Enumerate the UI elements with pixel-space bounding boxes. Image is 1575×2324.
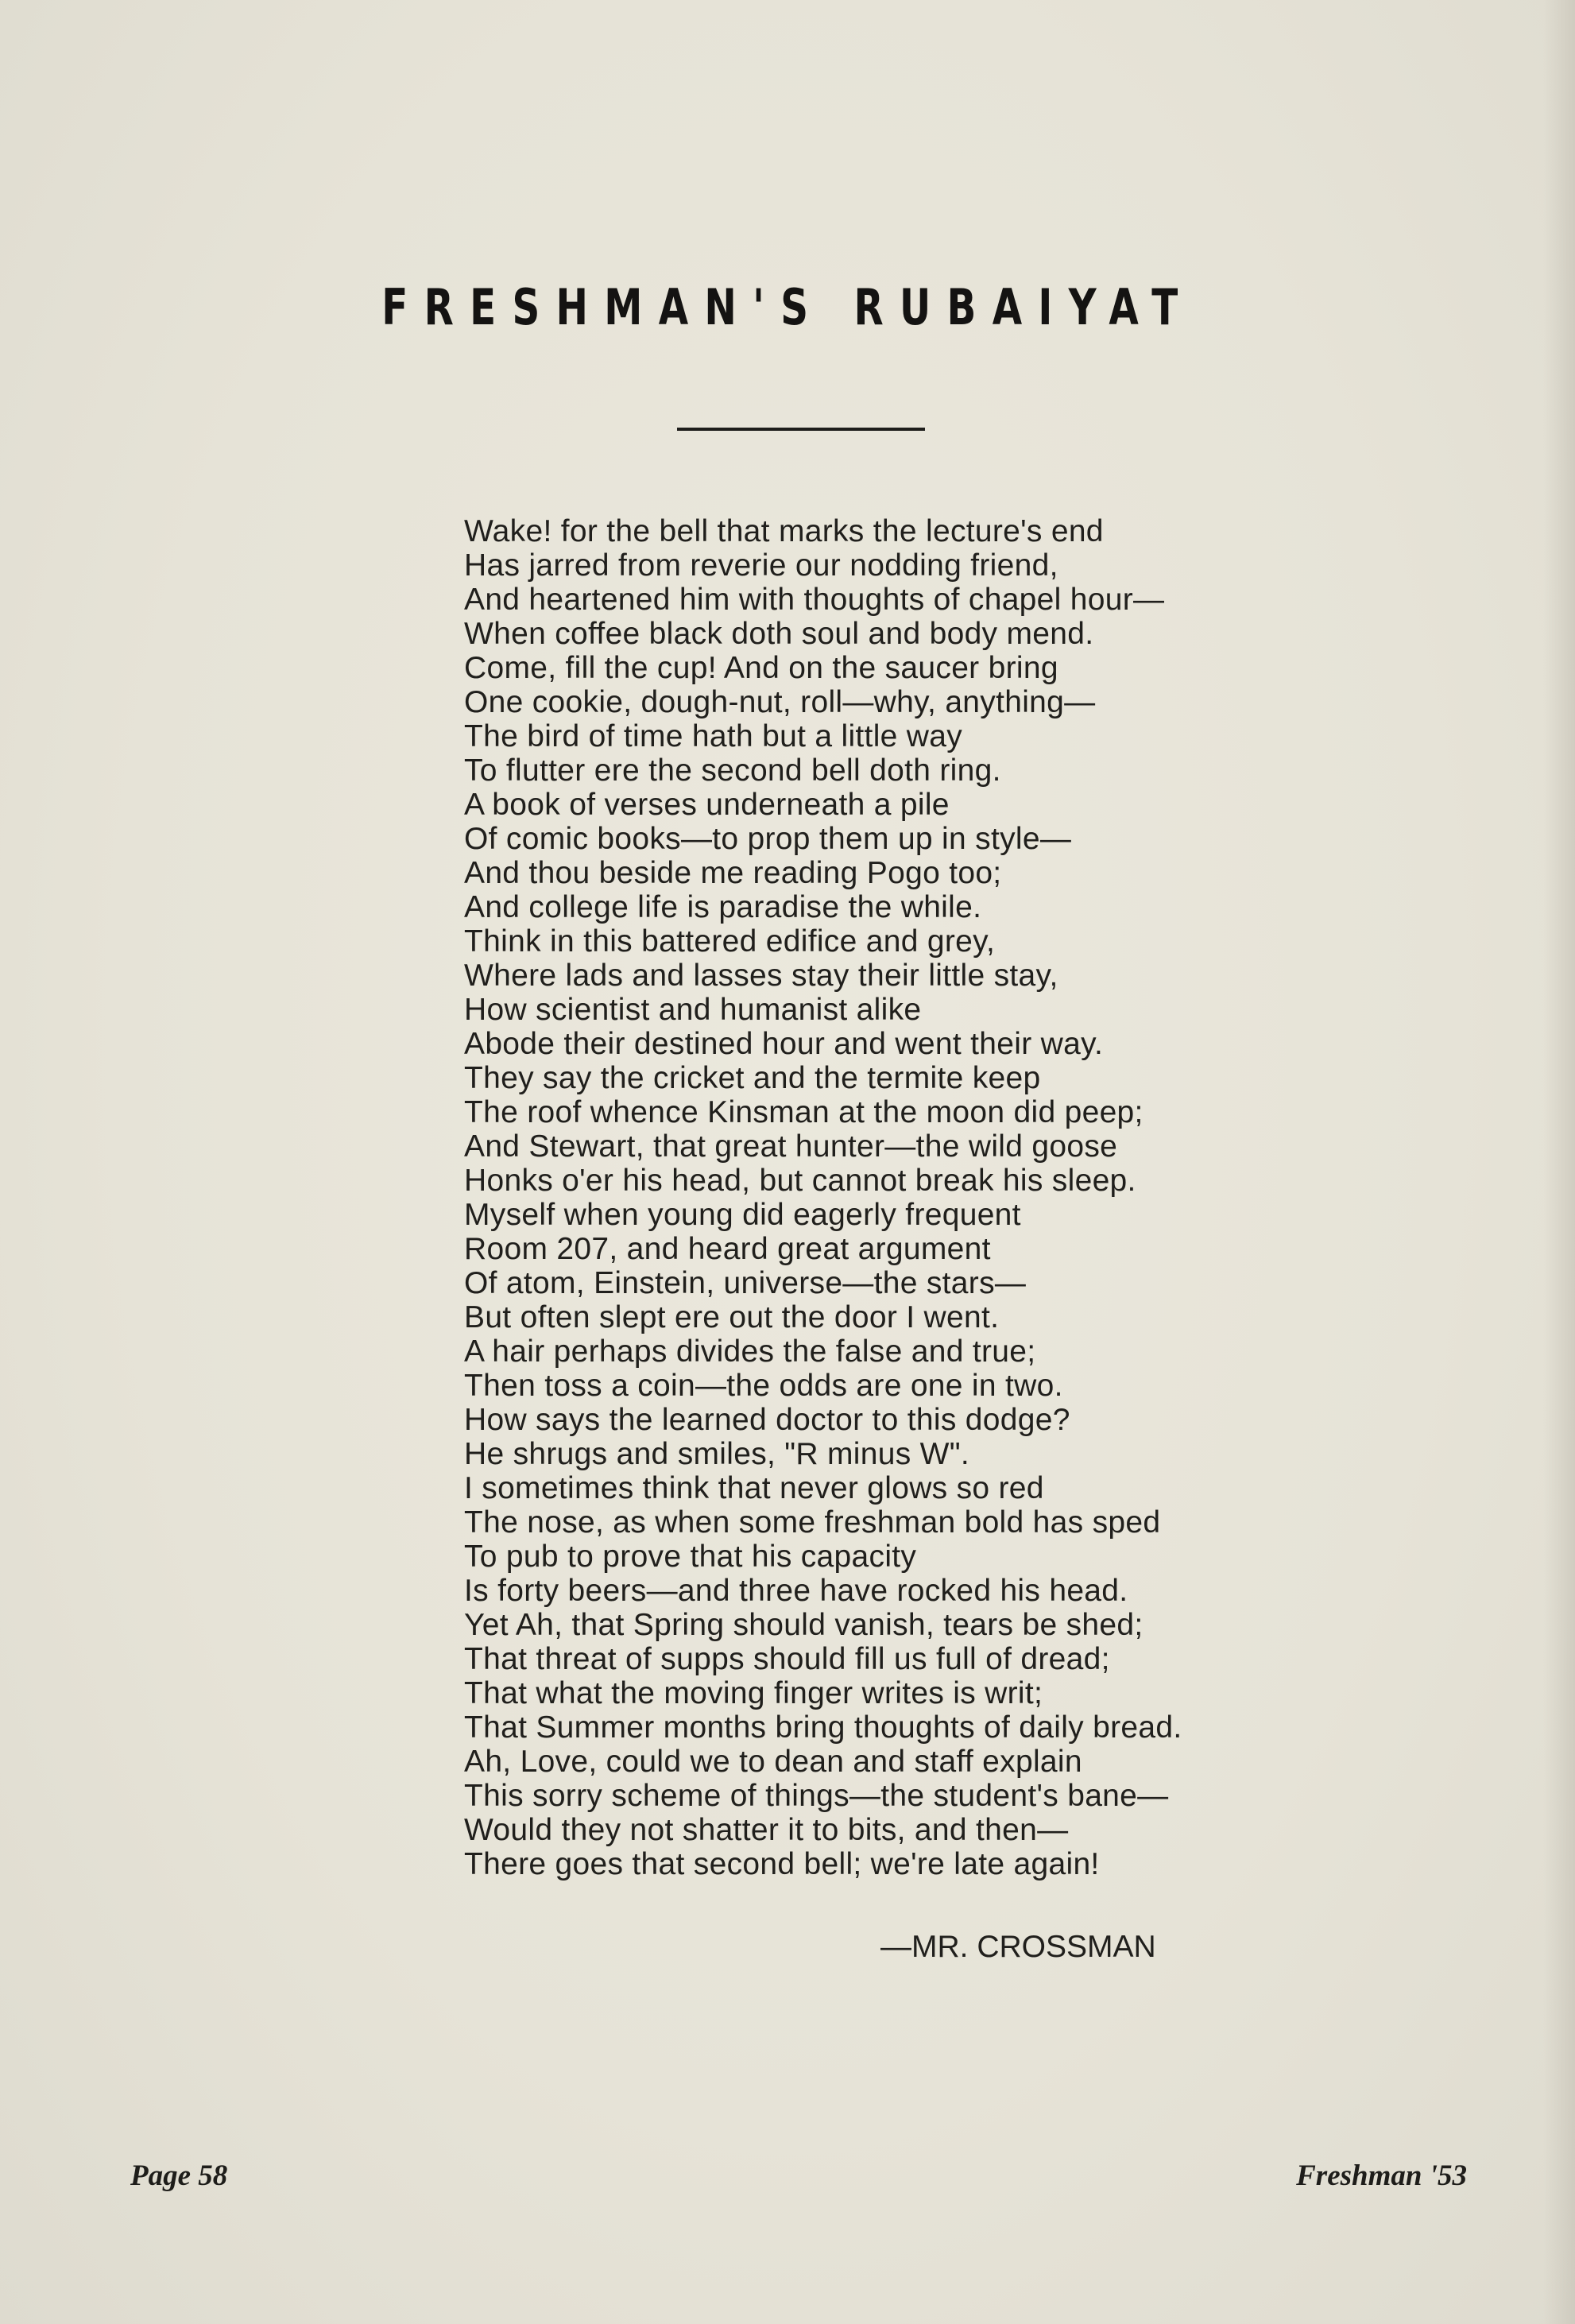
poem-line: How says the learned doctor to this dodge? <box>464 1403 1070 1437</box>
poem-line: That threat of supps should fill us full of dread; <box>464 1642 1110 1676</box>
poem-line: Of comic books—to prop them up in style— <box>464 822 1072 856</box>
poem-line: A book of verses underneath a pile <box>464 788 950 822</box>
poem-line: Has jarred from reverie our nodding friend, <box>464 548 1058 583</box>
poem-line: That what the moving finger writes is writ; <box>464 1676 1043 1710</box>
poem-attribution: —MR. CROSSMAN <box>880 1930 1156 1964</box>
poem-line: Then toss a coin—the odds are one in two. <box>464 1369 1063 1403</box>
title-rule <box>677 428 925 431</box>
poem-line: This sorry scheme of things—the student's bane— <box>464 1779 1169 1813</box>
poem-line: Yet Ah, that Spring should vanish, tears be shed; <box>464 1608 1144 1642</box>
poem-line: To pub to prove that his capacity <box>464 1540 917 1574</box>
page-title: FRESHMAN'S RUBAIYAT <box>381 278 1194 336</box>
poem-line: One cookie, dough-nut, roll—why, anything— <box>464 685 1096 719</box>
page-number: Page 58 <box>130 2159 228 2192</box>
poem-line: And thou beside me reading Pogo too; <box>464 856 1002 890</box>
poem-line: A hair perhaps divides the false and true; <box>464 1334 1036 1369</box>
poem-line: Honks o'er his head, but cannot break his sleep. <box>464 1164 1136 1198</box>
poem-line: And college life is paradise the while. <box>464 890 982 924</box>
poem-line: Abode their destined hour and went their way. <box>464 1027 1104 1061</box>
poem-line: Is forty beers—and three have rocked his head. <box>464 1574 1128 1608</box>
poem-line: Of atom, Einstein, universe—the stars— <box>464 1266 1027 1300</box>
poem <box>464 514 1259 1881</box>
poem-line: Ah, Love, could we to dean and staff explain <box>464 1745 1082 1779</box>
publication-name: Freshman '53 <box>1296 2159 1467 2192</box>
poem-line: And Stewart, that great hunter—the wild goose <box>464 1129 1118 1164</box>
poem-line: The nose, as when some freshman bold has sped <box>464 1505 1161 1540</box>
poem-line: They say the cricket and the termite keep <box>464 1061 1041 1095</box>
poem-line: Come, fill the cup! And on the saucer bring <box>464 651 1058 685</box>
poem-line: And heartened him with thoughts of chapel hour— <box>464 583 1165 617</box>
poem-line: Wake! for the bell that marks the lecture's end <box>464 514 1104 548</box>
poem-line: There goes that second bell; we're late again! <box>464 1847 1100 1881</box>
poem-line: He shrugs and smiles, "R minus W". <box>464 1437 970 1471</box>
poem-line: Where lads and lasses stay their little stay, <box>464 959 1058 993</box>
poem-line: The roof whence Kinsman at the moon did peep; <box>464 1095 1144 1129</box>
poem-line: But often slept ere out the door I went. <box>464 1300 1000 1334</box>
poem-line: That Summer months bring thoughts of daily bread. <box>464 1710 1182 1745</box>
poem-line: Room 207, and heard great argument <box>464 1232 991 1266</box>
poem-line: Would they not shatter it to bits, and then— <box>464 1813 1069 1847</box>
poem-line: When coffee black doth soul and body mend. <box>464 617 1094 651</box>
poem-line: Think in this battered edifice and grey, <box>464 924 996 959</box>
page-edge-shadow <box>1543 0 1575 2324</box>
poem-line: How scientist and humanist alike <box>464 993 922 1027</box>
poem-line: I sometimes think that never glows so red <box>464 1471 1044 1505</box>
poem-line: Myself when young did eagerly frequent <box>464 1198 1021 1232</box>
poem-line: The bird of time hath but a little way <box>464 719 963 753</box>
poem-line: To flutter ere the second bell doth ring. <box>464 753 1001 788</box>
